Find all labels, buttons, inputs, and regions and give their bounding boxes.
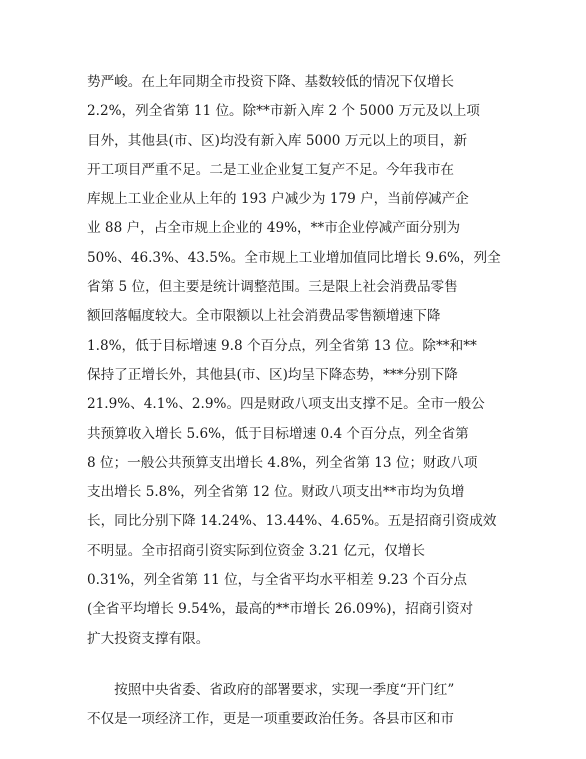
text-line: 业 88 户，占全市规上企业的 49%，**市企业停减产面分别为	[87, 220, 461, 237]
text-line: 8 位；一般公共预算支出增长 4.8%，列全省第 13 位；财政八项	[87, 454, 478, 471]
text-line: 开工项目严重不足。二是工业企业复工复产不足。今年我市在	[87, 161, 455, 178]
text-line: (全省平均增长 9.54%，最高的**市增长 26.09%)，招商引资对	[87, 601, 474, 618]
text-line: 库规上工业企业从上年的 193 户减少为 179 户，当前停减产企	[87, 191, 469, 208]
text-line: 保持了正增长外，其他县(市、区)均呈下降态势，***分别下降	[87, 366, 458, 383]
text-line: 长，同比分别下降 14.24%、13.44%、4.65%。五是招商引资成效	[87, 513, 497, 530]
text-line: 按照中央省委、省政府的部署要求，实现一季度“开门红”	[87, 681, 455, 698]
paragraph-1	[87, 68, 507, 654]
text-line: 额回落幅度较大。全市限额以上社会消费品零售额增速下降	[87, 308, 441, 325]
text-line: 21.9%、4.1%、2.9%。四是财政八项支出支撑不足。全市一般公	[87, 396, 485, 413]
text-line: 1.8%，低于目标增速 9.8 个百分点，列全省第 13 位。除**和**	[87, 337, 477, 354]
text-line: 2.2%，列全省第 11 位。除**市新入库 2 个 5000 万元及以上项	[87, 103, 480, 120]
text-line: 不明显。全市招商引资实际到位资金 3.21 亿元，仅增长	[87, 542, 425, 559]
paragraph-2	[87, 676, 507, 735]
paragraph-spacer	[87, 654, 507, 676]
text-line: 扩大投资支撑有限。	[87, 630, 210, 647]
text-line: 势严峻。在上年同期全市投资下降、基数较低的情况下仅增长	[87, 74, 455, 90]
document-page	[87, 68, 507, 735]
text-line: 省第 5 位，但主要是统计调整范围。三是限上社会消费品零售	[87, 279, 458, 296]
text-line: 共预算收入增长 5.6%，低于目标增速 0.4 个百分点，列全省第	[87, 425, 469, 442]
text-line: 50%、46.3%、43.5%。全市规上工业增加值同比增长 9.6%，列全	[87, 249, 501, 266]
text-line: 支出增长 5.8%，列全省第 12 位。财政八项支出**市均为负增	[87, 484, 465, 501]
text-line: 目外，其他县(市、区)均没有新入库 5000 万元以上的项目，新	[87, 132, 468, 149]
text-line: 0.31%，列全省第 11 位，与全省平均水平相差 9.23 个百分点	[87, 572, 467, 589]
text-line: 不仅是一项经济工作，更是一项重要政治任务。各县市区和市	[87, 711, 455, 728]
